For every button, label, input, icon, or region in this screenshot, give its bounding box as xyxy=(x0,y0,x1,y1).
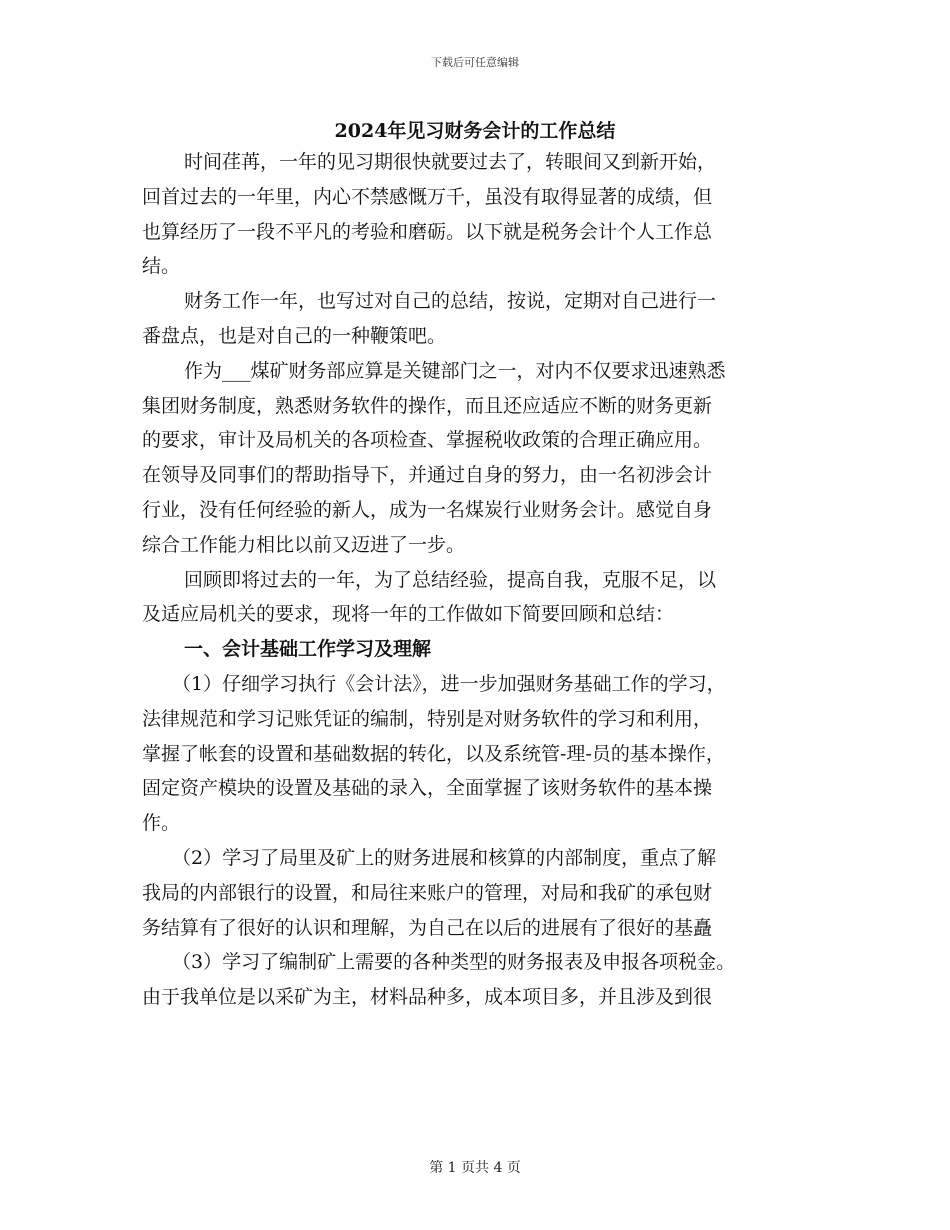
paragraph-line: 财务工作一年，也写过对自己的总结，按说，定期对自己进行一 xyxy=(184,290,717,313)
paragraph-line: 也算经历了一段不平凡的考验和磨砺。以下就是税务会计个人工作总 xyxy=(142,220,713,243)
paragraph-line: 回首过去的一年里，内心不禁感慨万千，虽没有取得显著的成绩，但 xyxy=(142,185,713,208)
paragraph-line: 我局的内部银行的设置，和局往来账户的管理，对局和我矿的承包财 xyxy=(142,881,713,904)
paragraph-line: 作为___煤矿财务部应算是关键部门之一，对内不仅要求迅速熟悉 xyxy=(184,359,726,382)
paragraph-line: 结。 xyxy=(142,255,181,278)
paragraph-line: （1）仔细学习执行《会计法》，进一步加强财务基础工作的学习， xyxy=(172,672,726,695)
paragraph-line: （3）学习了编制矿上需要的各种类型的财务报表及申报各项税金。 xyxy=(172,951,736,974)
document-title: 2024年见习财务会计的工作总结 xyxy=(334,120,616,142)
paragraph-line: 固定资产模块的设置及基础的录入，全面掌握了该财务软件的基本操 xyxy=(142,777,713,800)
paragraph-line: 法律规范和学习记账凭证的编制，特别是对财务软件的学习和利用， xyxy=(142,707,713,730)
paragraph-line: （2）学习了局里及矿上的财务进展和核算的内部制度，重点了解 xyxy=(172,846,717,869)
paragraph-line: 番盘点，也是对自己的一种鞭策吧。 xyxy=(142,324,447,347)
paragraph-line: 行业，没有任何经验的新人，成为一名煤炭行业财务会计。感觉自身 xyxy=(142,498,713,521)
page-number: 第 1 页共 4 页 xyxy=(429,1160,521,1176)
paragraph-line: 由于我单位是以采矿为主，材料品种多，成本项目多，并且涉及到很 xyxy=(142,986,713,1009)
paragraph-line: 作。 xyxy=(142,812,181,835)
section-heading: 一、会计基础工作学习及理解 xyxy=(184,638,432,661)
paragraph-line: 及适应局机关的要求，现将一年的工作做如下简要回顾和总结： xyxy=(142,603,675,626)
paragraph-line: 务结算有了很好的认识和理解，为自己在以后的进展有了很好的基矗 xyxy=(142,916,713,939)
paragraph-line: 综合工作能力相比以前又迈进了一步。 xyxy=(142,533,466,556)
header-note: 下载后可任意编辑 xyxy=(431,56,519,69)
paragraph-line: 的要求，审计及局机关的各项检查、掌握税收政策的合理正确应用。 xyxy=(142,429,713,452)
paragraph-line: 集团财务制度，熟悉财务软件的操作，而且还应适应不断的财务更新 xyxy=(142,394,713,417)
document-body xyxy=(142,145,822,1015)
paragraph-line: 回顾即将过去的一年，为了总结经验，提高自我，克服不足，以 xyxy=(184,568,717,591)
paragraph-line: 掌握了帐套的设置和基础数据的转化，以及系统管-理-员的基本操作， xyxy=(142,742,725,765)
paragraph-line: 在领导及同事们的帮助指导下，并通过自身的努力，由一名初涉会计 xyxy=(142,464,713,487)
paragraph-line: 时间荏苒，一年的见习期很快就要过去了，转眼间又到新开始， xyxy=(184,151,717,173)
